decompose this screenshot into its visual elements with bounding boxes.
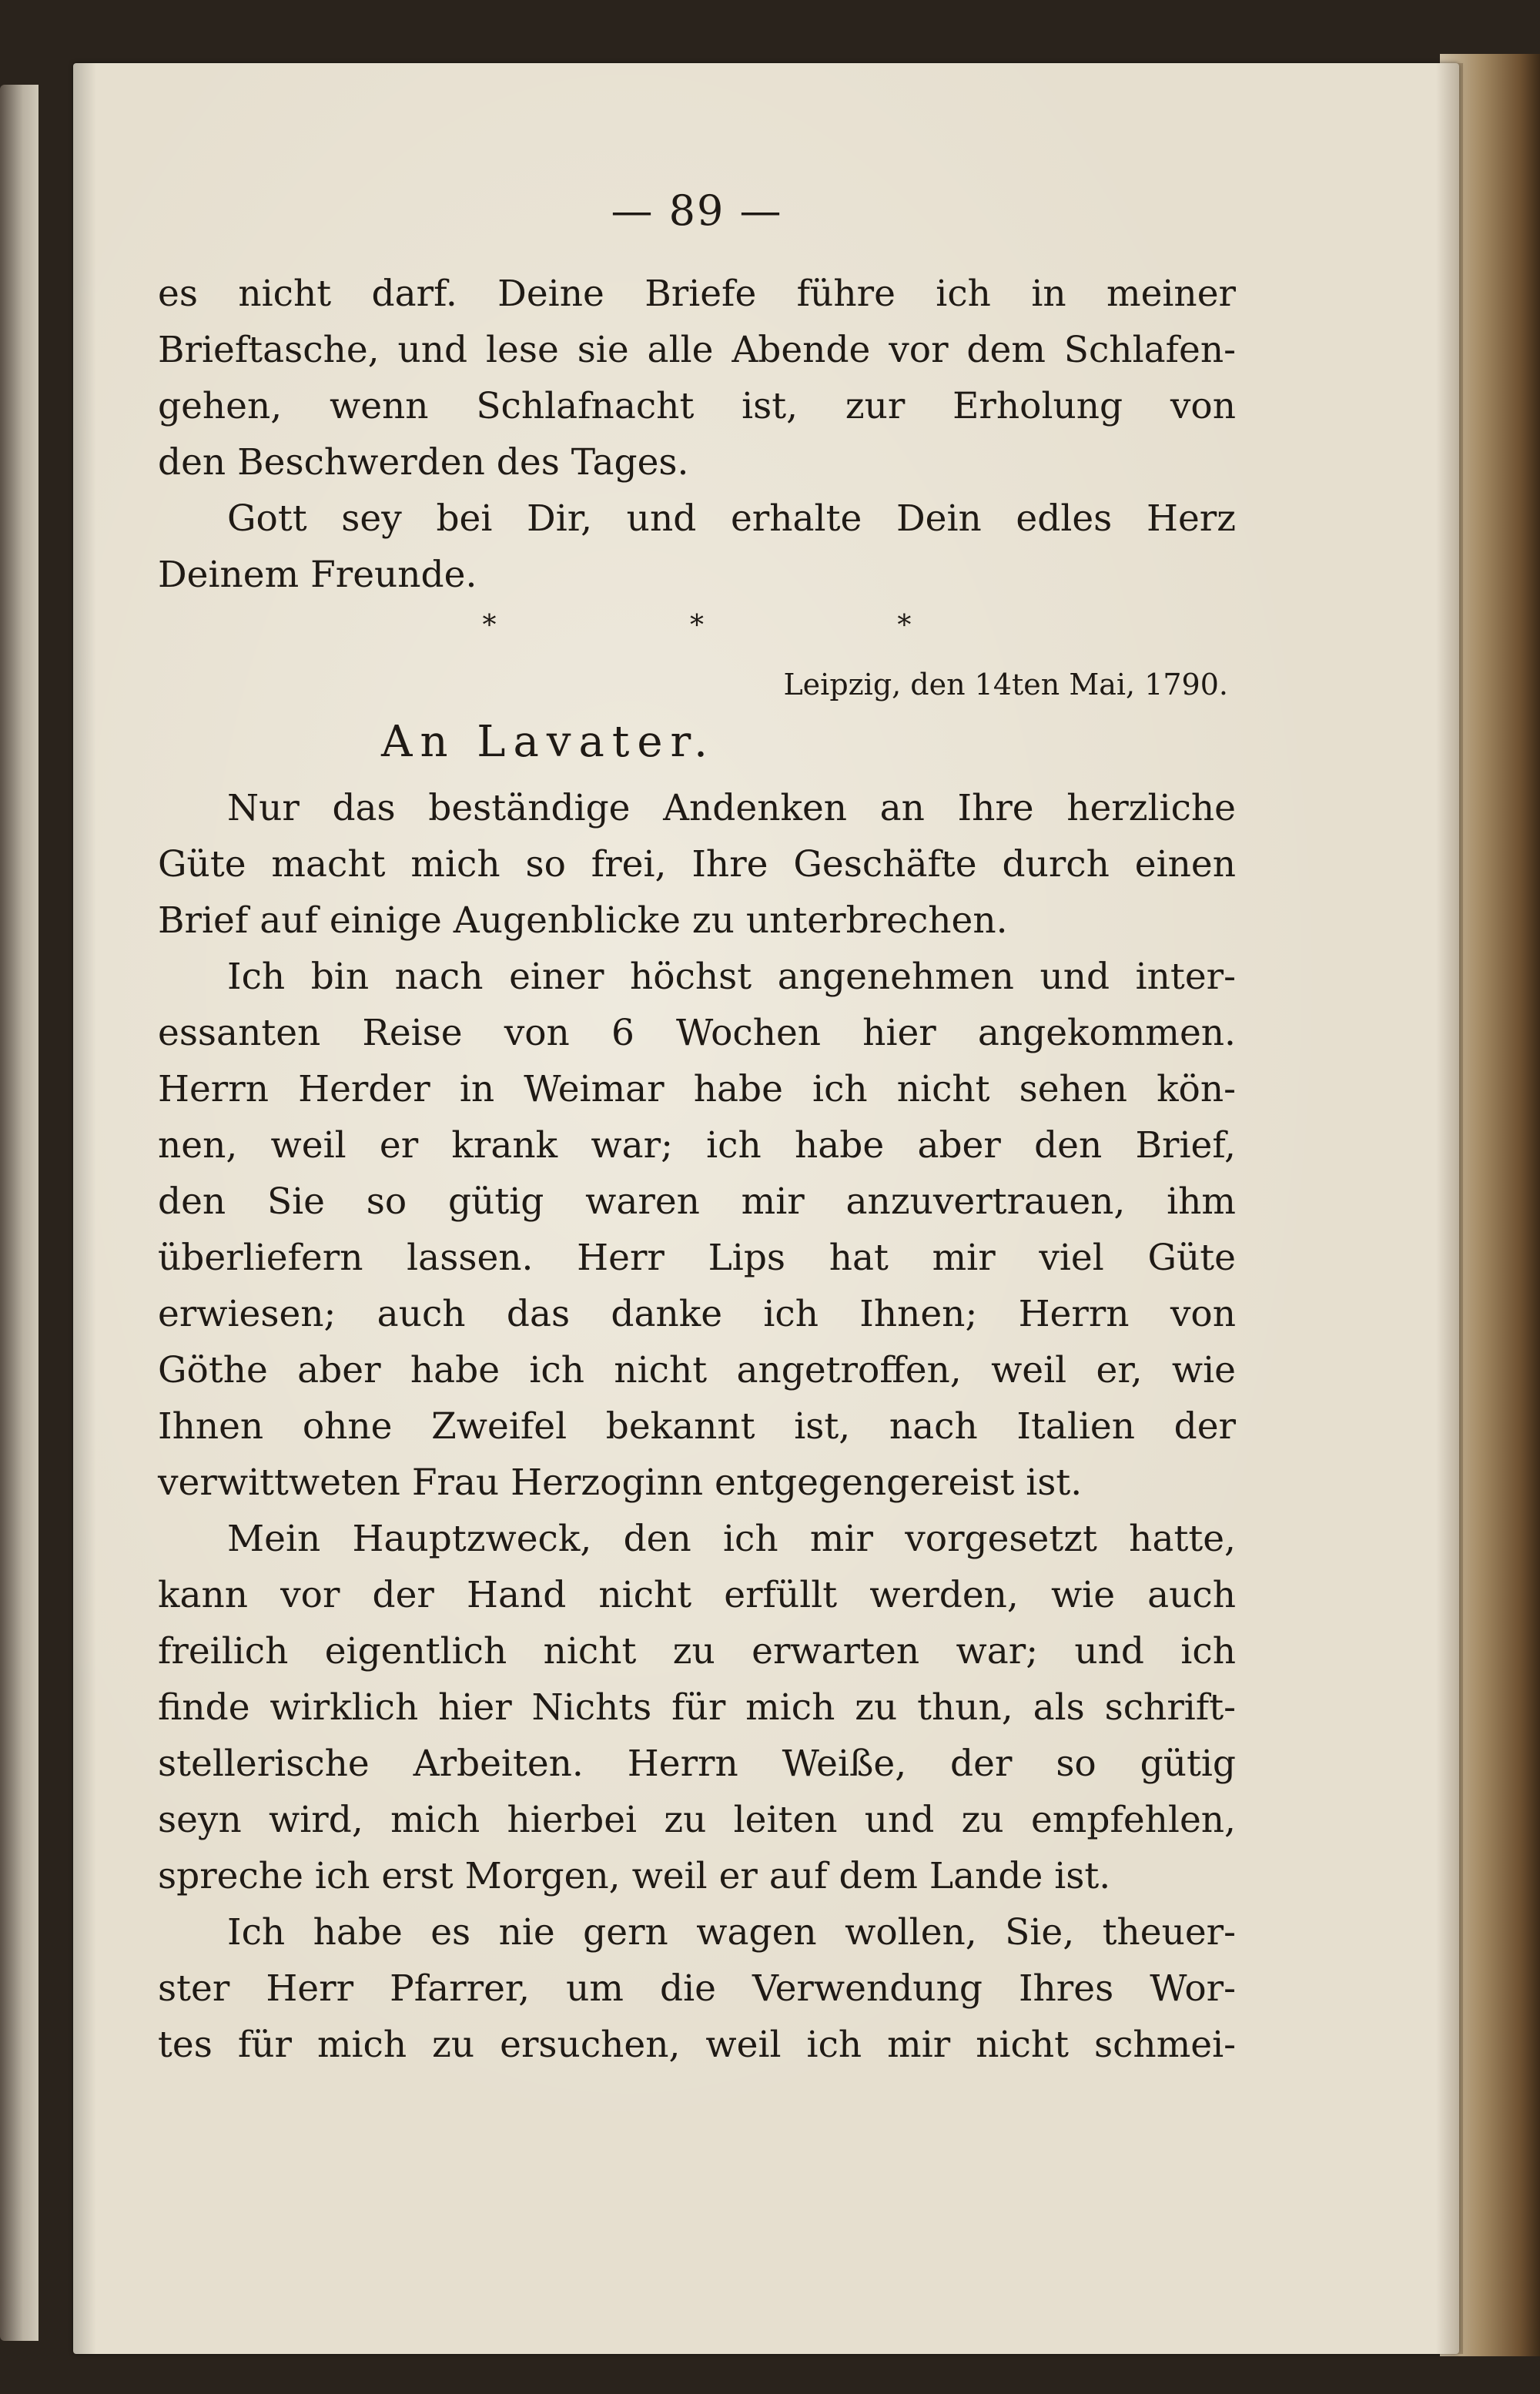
text-line: Ich bin nach einer höchst angenehmen und inter- (227, 956, 1236, 998)
text-line: Brieftasche, und lese sie alle Abende vor dem Schlafen- (158, 329, 1236, 371)
text-line: tes für mich zu ersuchen, weil ich mir nicht schmei- (158, 2024, 1236, 2066)
text-line: stellerische Arbeiten. Herrn Weiße, der so gütig (158, 1743, 1236, 1785)
text-line: Nur das beständige Andenken an Ihre herzliche (227, 787, 1236, 829)
section-separator: * * * (482, 610, 1004, 641)
text-line: seyn wird, mich hierbei zu leiten und zu empfehlen, (158, 1799, 1236, 1841)
text-line: verwittweten Frau Herzoginn entgegengereist ist. (158, 1462, 1083, 1504)
text-line: essanten Reise von 6 Wochen hier angekommen. (158, 1012, 1236, 1054)
text-line: den Sie so gütig waren mir anzuvertrauen, ihm (158, 1180, 1236, 1223)
text-line: nen, weil er krank war; ich habe aber den Brief, (158, 1124, 1236, 1167)
text-line: den Beschwerden des Tages. (158, 441, 689, 484)
text-line: Gott sey bei Dir, und erhalte Dein edles Herz (227, 497, 1236, 540)
letter-dateline: Leipzig, den 14ten Mai, 1790. (783, 668, 1228, 701)
page-edge-shadow (1436, 63, 1463, 2354)
text-line: Brief auf einige Augenblicke zu unterbrechen. (158, 899, 1008, 942)
previous-page-edge (0, 85, 38, 2341)
text-line: spreche ich erst Morgen, weil er auf dem Lande ist. (158, 1855, 1111, 1897)
text-line: Mein Hauptzweck, den ich mir vorgesetzt hatte, (227, 1518, 1236, 1560)
text-line: erwiesen; auch das danke ich Ihnen; Herrn von (158, 1293, 1236, 1335)
text-line: kann vor der Hand nicht erfüllt werden, wie auch (158, 1574, 1236, 1616)
text-line: überliefern lassen. Herr Lips hat mir viel Güte (158, 1237, 1236, 1279)
letter-heading: An Lavater. (381, 717, 715, 767)
book-page (73, 63, 1459, 2354)
text-line: freilich eigentlich nicht zu erwarten war; und ich (158, 1630, 1236, 1672)
page-number: — 89 — (611, 186, 783, 235)
text-line: gehen, wenn Schlafnacht ist, zur Erholung von (158, 385, 1236, 427)
text-line: Ihnen ohne Zweifel bekannt ist, nach Italien der (158, 1405, 1236, 1448)
text-line: Göthe aber habe ich nicht angetroffen, weil er, wie (158, 1349, 1236, 1391)
text-line: finde wirklich hier Nichts für mich zu thun, als schrift- (158, 1686, 1236, 1729)
text-line: Ich habe es nie gern wagen wollen, Sie, theuer- (227, 1911, 1236, 1954)
text-line: Deinem Freunde. (158, 554, 477, 596)
text-line: es nicht darf. Deine Briefe führe ich in meiner (158, 273, 1236, 315)
page-text (158, 186, 1236, 2073)
text-line: Güte macht mich so frei, Ihre Geschäfte durch einen (158, 843, 1236, 886)
text-line: ster Herr Pfarrer, um die Verwendung Ihres Wor- (158, 1967, 1236, 2010)
text-line: Herrn Herder in Weimar habe ich nicht sehen kön- (158, 1068, 1236, 1110)
